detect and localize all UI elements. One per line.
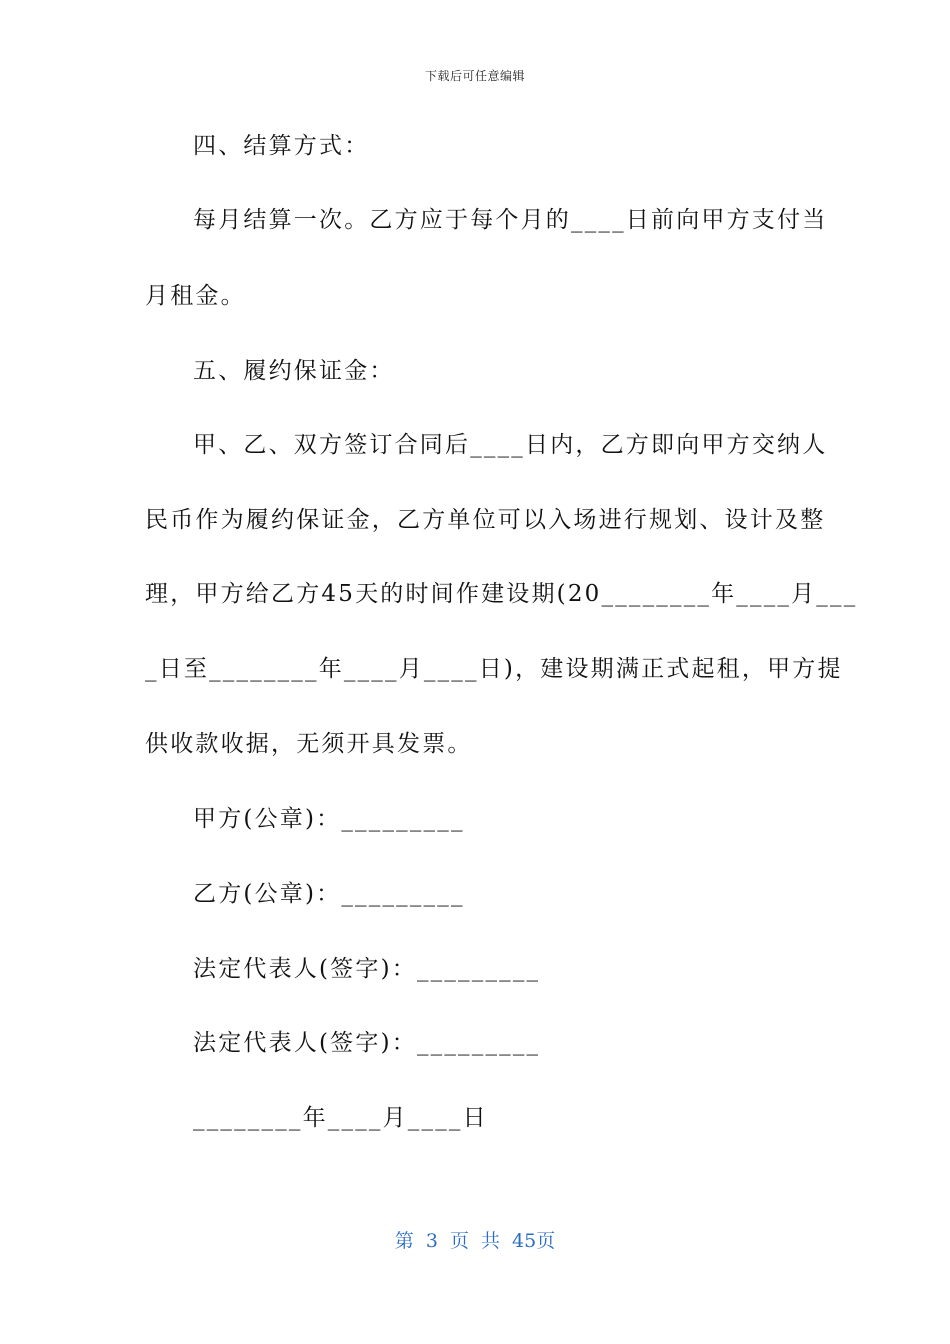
paragraph-line: 供收款收据，无须开具发票。	[145, 731, 473, 757]
date-line: ________年____月____日	[193, 1105, 488, 1131]
paragraph-line: 理，甲方给乙方45天的时间作建设期(20________年____月___	[145, 581, 858, 607]
header-note: 下载后可任意编辑	[424, 69, 525, 83]
signature-line-party-b: 乙方(公章)：_________	[193, 881, 465, 907]
page-number-footer: 第 3 页 共 45页	[394, 1230, 556, 1252]
section-heading-settlement: 四、结算方式：	[193, 133, 370, 159]
paragraph-line: 民币作为履约保证金，乙方单位可以入场进行规划、设计及整	[145, 507, 826, 533]
section-heading-deposit: 五、履约保证金：	[193, 358, 395, 384]
signature-line-party-a: 甲方(公章)：_________	[193, 806, 465, 832]
paragraph-line: 甲、乙、双方签订合同后____日内，乙方即向甲方交纳人	[193, 432, 828, 458]
paragraph-line: 每月结算一次。乙方应于每个月的____日前向甲方支付当	[193, 207, 828, 233]
paragraph-line: _日至________年____月____日)，建设期满正式起租，甲方提	[145, 656, 843, 682]
signature-line-legal-rep: 法定代表人(签字)：_________	[193, 956, 541, 982]
signature-line-legal-rep: 法定代表人(签字)：_________	[193, 1030, 541, 1056]
paragraph-line: 月租金。	[145, 283, 246, 309]
